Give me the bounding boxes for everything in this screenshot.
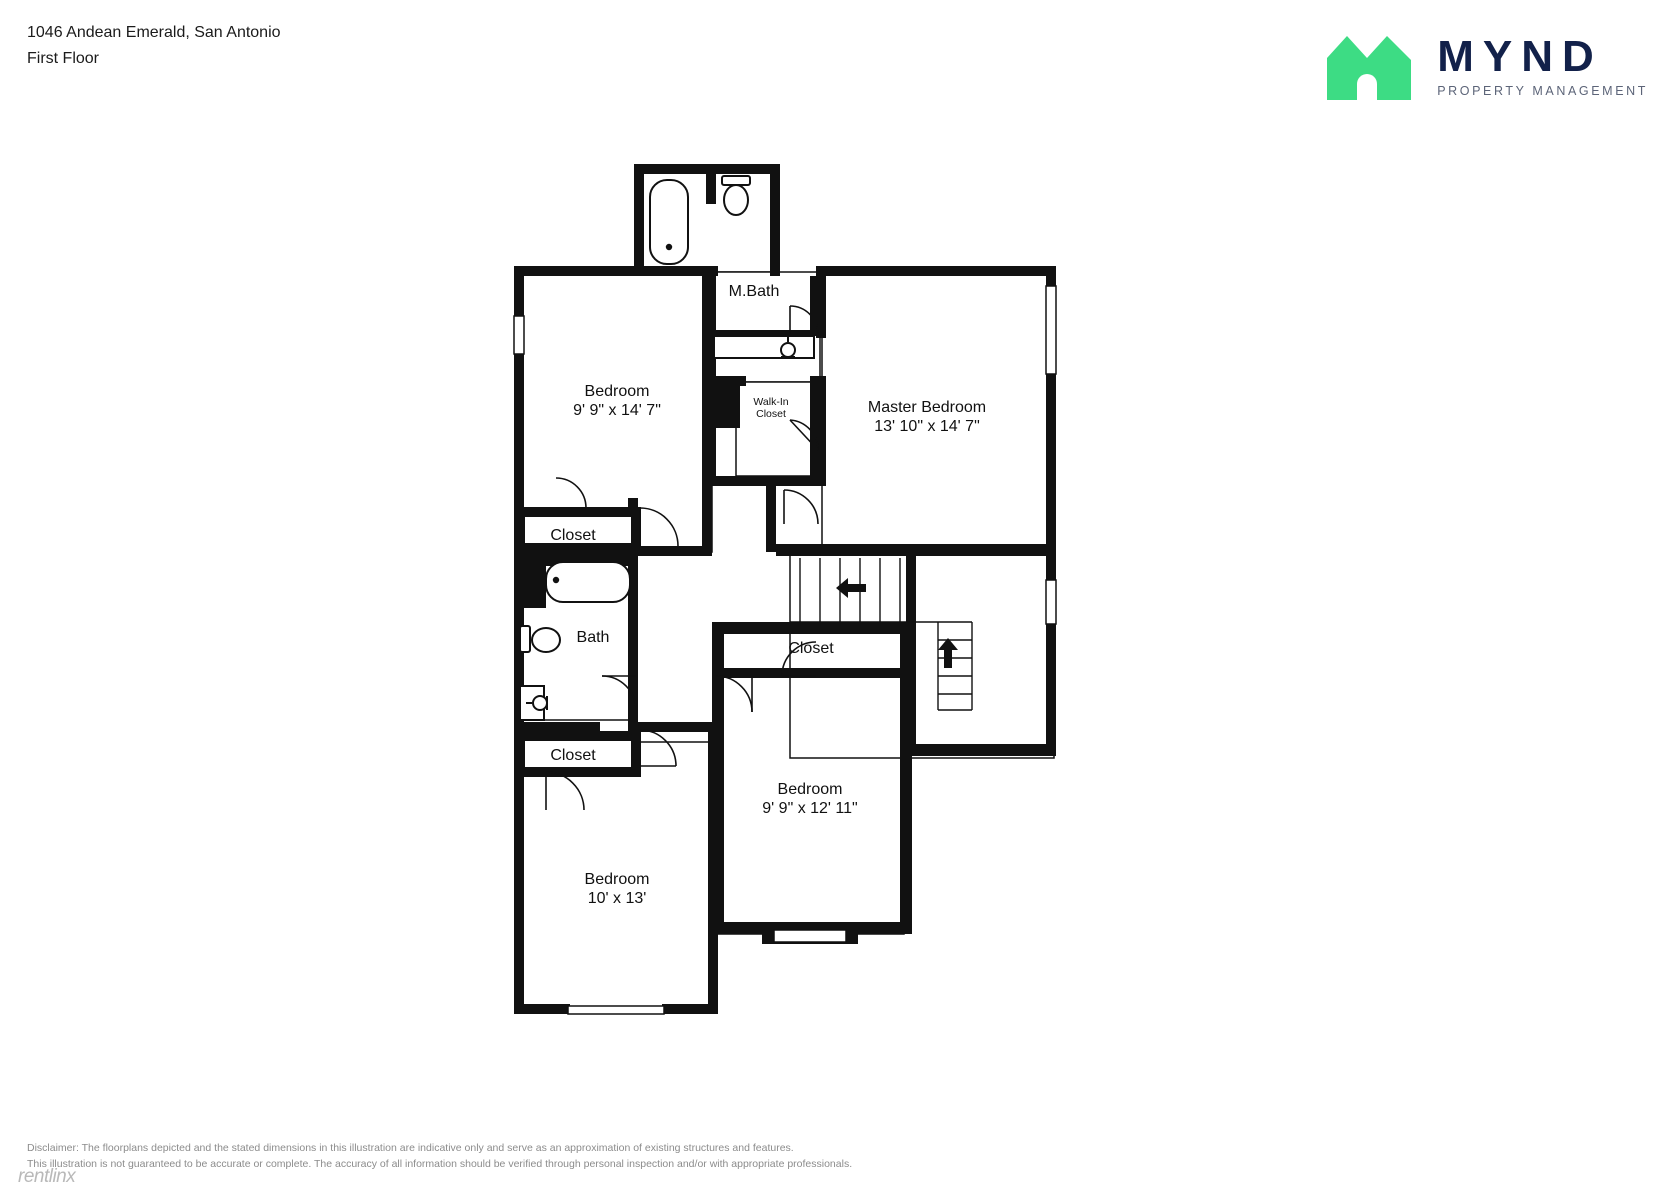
property-address: 1046 Andean Emerald, San Antonio	[27, 24, 281, 41]
bathtub-icon	[546, 562, 630, 602]
mynd-tagline: PROPERTY MANAGEMENT	[1437, 84, 1648, 98]
disclaimer-line-2: This illustration is not guaranteed to be accurate or complete. The accuracy of all information should be verified through personal inspection and/or with appropriate professionals.	[27, 1158, 853, 1170]
room-label-mbath: M.Bath	[728, 283, 780, 300]
room-label-master-bedroom: Master Bedroom 13' 10" x 14' 7"	[867, 399, 987, 435]
sink-icon	[520, 686, 547, 720]
room-label-bedroom-3: Bedroom 10' x 13'	[584, 871, 650, 907]
mynd-wordmark: MYND	[1437, 32, 1603, 81]
room-label-bedroom-1: Bedroom 9' 9" x 14' 7"	[573, 383, 661, 419]
room-label-closet-1: Closet	[550, 527, 596, 544]
room-label-bath: Bath	[576, 629, 610, 646]
room-label-closet-3: Closet	[788, 640, 834, 657]
sink-icon	[714, 336, 814, 358]
floor-label: First Floor	[27, 50, 99, 67]
rentlinx-watermark: rentlinx	[18, 1166, 76, 1187]
disclaimer-line-1: Disclaimer: The floorplans depicted and the stated dimensions in this illustration are indicative only and serve as an approximation of existing structures and features.	[27, 1142, 794, 1154]
room-label-bedroom-2: Bedroom 9' 9" x 12' 11"	[762, 781, 858, 817]
bathtub-icon	[650, 180, 688, 264]
room-label-walkin-closet: Walk-In Closet	[753, 396, 789, 420]
toilet-icon	[722, 176, 750, 215]
room-label-closet-2: Closet	[550, 747, 596, 764]
disclaimer	[27, 1140, 852, 1172]
